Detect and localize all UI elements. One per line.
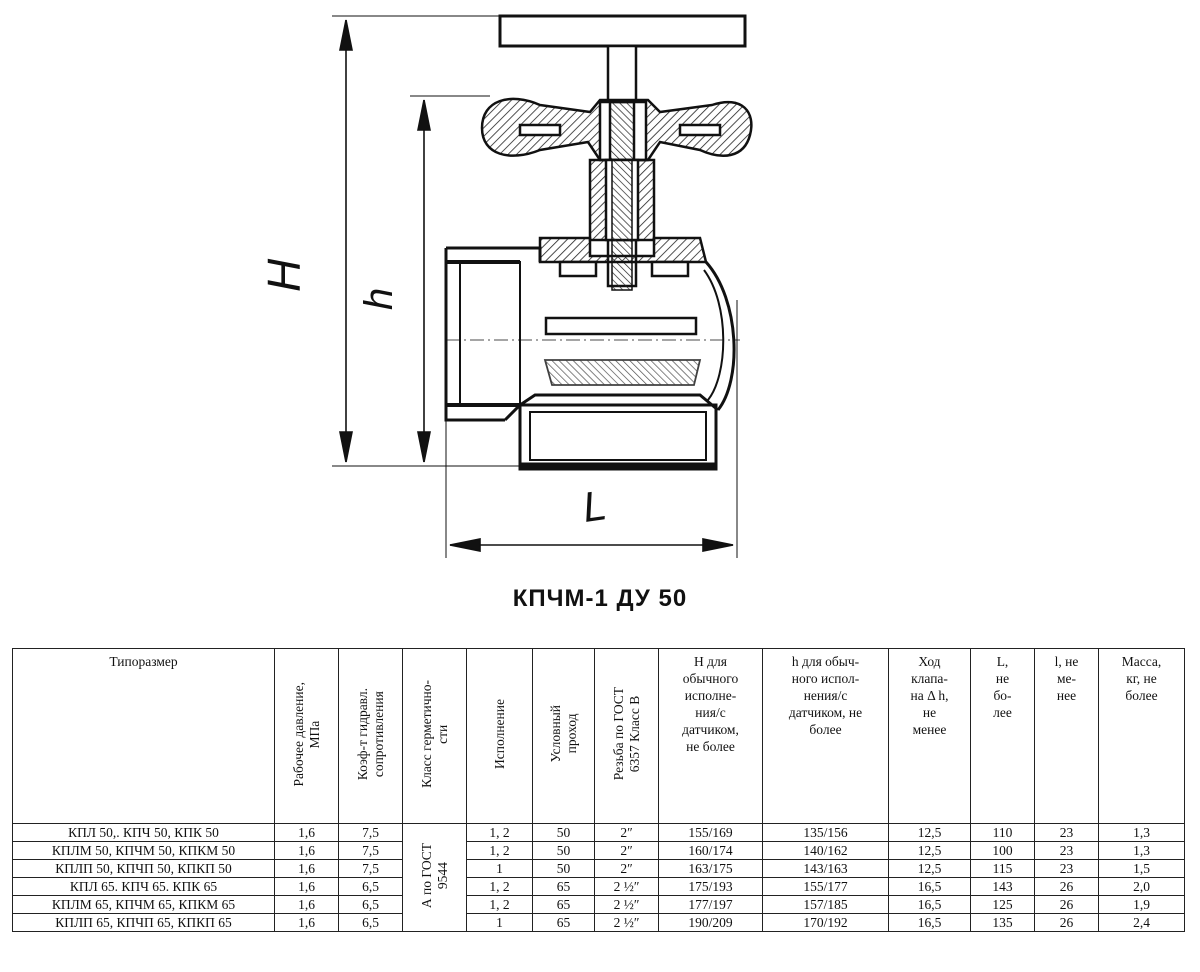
cell-pressure: 1,6 — [275, 824, 339, 842]
dimension-h — [410, 96, 490, 462]
header-coefficient: Коэф-т гидравл. сопротивления — [339, 649, 403, 824]
cell-pressure: 1,6 — [275, 878, 339, 896]
cell-stroke: 16,5 — [889, 878, 971, 896]
cell-execution: 1 — [467, 914, 533, 932]
cell-thread: 2″ — [595, 824, 659, 842]
cell-H: 160/174 — [659, 842, 763, 860]
cell-H: 163/175 — [659, 860, 763, 878]
header-mass: Масса, кг, не более — [1099, 649, 1185, 824]
table-row — [13, 842, 1185, 860]
cell-L: 135 — [971, 914, 1035, 932]
table-row — [13, 878, 1185, 896]
cell-thread: 2 ½″ — [595, 878, 659, 896]
header-L: L, не бо- лее — [971, 649, 1035, 824]
header-l: l, не ме- нее — [1035, 649, 1099, 824]
cell-h: 155/177 — [763, 878, 889, 896]
cell-coef: 7,5 — [339, 860, 403, 878]
cell-thread: 2″ — [595, 842, 659, 860]
cell-H: 155/169 — [659, 824, 763, 842]
handwheel-top-plate — [500, 16, 745, 46]
cell-mass: 1,3 — [1099, 824, 1185, 842]
cell-execution: 1, 2 — [467, 896, 533, 914]
cell-h: 170/192 — [763, 914, 889, 932]
cell-mass: 2,4 — [1099, 914, 1185, 932]
cell-coef: 7,5 — [339, 824, 403, 842]
bonnet — [540, 160, 706, 290]
cell-stroke: 12,5 — [889, 824, 971, 842]
header-nominal-bore: Условный проход — [533, 649, 595, 824]
cell-tightness-class: А по ГОСТ 9544 — [403, 824, 467, 932]
cell-l: 26 — [1035, 914, 1099, 932]
cell-dn: 65 — [533, 914, 595, 932]
cell-name: КПЛП 65, КПЧП 65, КПКП 65 — [13, 914, 275, 932]
cell-pressure: 1,6 — [275, 896, 339, 914]
cell-thread: 2 ½″ — [595, 896, 659, 914]
header-tightness-class: Класс герметично- сти — [403, 649, 467, 824]
cell-L: 143 — [971, 878, 1035, 896]
cell-H: 190/209 — [659, 914, 763, 932]
cell-pressure: 1,6 — [275, 842, 339, 860]
cell-coef: 6,5 — [339, 878, 403, 896]
cell-name: КПЛ 65. КПЧ 65. КПК 65 — [13, 878, 275, 896]
label-h: h — [357, 287, 401, 310]
cell-execution: 1, 2 — [467, 878, 533, 896]
dimension-H — [332, 16, 520, 466]
cell-dn: 65 — [533, 896, 595, 914]
specification-table — [12, 648, 1185, 932]
cell-dn: 50 — [533, 860, 595, 878]
cell-coef: 6,5 — [339, 914, 403, 932]
label-L: L — [579, 481, 610, 531]
header-thread: Резьба по ГОСТ 6357 Класс В — [595, 649, 659, 824]
cell-coef: 7,5 — [339, 842, 403, 860]
table-row — [13, 914, 1185, 932]
drawing-caption: КПЧМ-1 ДУ 50 — [512, 585, 688, 612]
header-pressure: Рабочее давление, МПа — [275, 649, 339, 824]
handwheel — [482, 99, 751, 160]
cell-thread: 2″ — [595, 860, 659, 878]
cell-l: 26 — [1035, 878, 1099, 896]
cell-L: 115 — [971, 860, 1035, 878]
cell-execution: 1 — [467, 860, 533, 878]
header-execution: Исполнение — [467, 649, 533, 824]
table-row — [13, 860, 1185, 878]
cell-name: КПЛМ 50, КПЧМ 50, КПКМ 50 — [13, 842, 275, 860]
cell-dn: 65 — [533, 878, 595, 896]
cell-dn: 50 — [533, 824, 595, 842]
cell-h: 140/162 — [763, 842, 889, 860]
cell-mass: 2,0 — [1099, 878, 1185, 896]
cell-mass: 1,5 — [1099, 860, 1185, 878]
cell-h: 157/185 — [763, 896, 889, 914]
cell-stroke: 12,5 — [889, 842, 971, 860]
table-header-row — [13, 649, 1185, 824]
valve-seat — [545, 360, 700, 385]
cell-mass: 1,3 — [1099, 842, 1185, 860]
cell-stroke: 16,5 — [889, 896, 971, 914]
cell-h: 135/156 — [763, 824, 889, 842]
cell-H: 175/193 — [659, 878, 763, 896]
cell-stroke: 12,5 — [889, 860, 971, 878]
valve-disc — [546, 318, 696, 334]
cell-l: 26 — [1035, 896, 1099, 914]
cell-name: КПЛ 50,. КПЧ 50, КПК 50 — [13, 824, 275, 842]
cell-h: 143/163 — [763, 860, 889, 878]
cell-L: 110 — [971, 824, 1035, 842]
header-size: Типоразмер — [13, 649, 275, 824]
cell-pressure: 1,6 — [275, 860, 339, 878]
cell-thread: 2 ½″ — [595, 914, 659, 932]
cell-name: КПЛМ 65, КПЧМ 65, КПКМ 65 — [13, 896, 275, 914]
header-h: h для обыч- ного испол- нения/с датчиком, не более — [763, 649, 889, 824]
cell-L: 100 — [971, 842, 1035, 860]
table-row — [13, 896, 1185, 914]
cell-name: КПЛП 50, КПЧП 50, КПКП 50 — [13, 860, 275, 878]
cell-H: 177/197 — [659, 896, 763, 914]
table-row — [13, 824, 1185, 842]
label-H: H — [258, 258, 310, 292]
cell-L: 125 — [971, 896, 1035, 914]
cell-execution: 1, 2 — [467, 824, 533, 842]
header-stroke: Ход клапа- на Δ h, не менее — [889, 649, 971, 824]
cell-execution: 1, 2 — [467, 842, 533, 860]
header-H: H для обычного исполне- ния/с датчиком, не более — [659, 649, 763, 824]
cell-l: 23 — [1035, 824, 1099, 842]
cell-pressure: 1,6 — [275, 914, 339, 932]
cell-l: 23 — [1035, 860, 1099, 878]
cell-dn: 50 — [533, 842, 595, 860]
cell-l: 23 — [1035, 842, 1099, 860]
cell-coef: 6,5 — [339, 896, 403, 914]
valve-body — [446, 248, 740, 469]
cell-mass: 1,9 — [1099, 896, 1185, 914]
cell-stroke: 16,5 — [889, 914, 971, 932]
